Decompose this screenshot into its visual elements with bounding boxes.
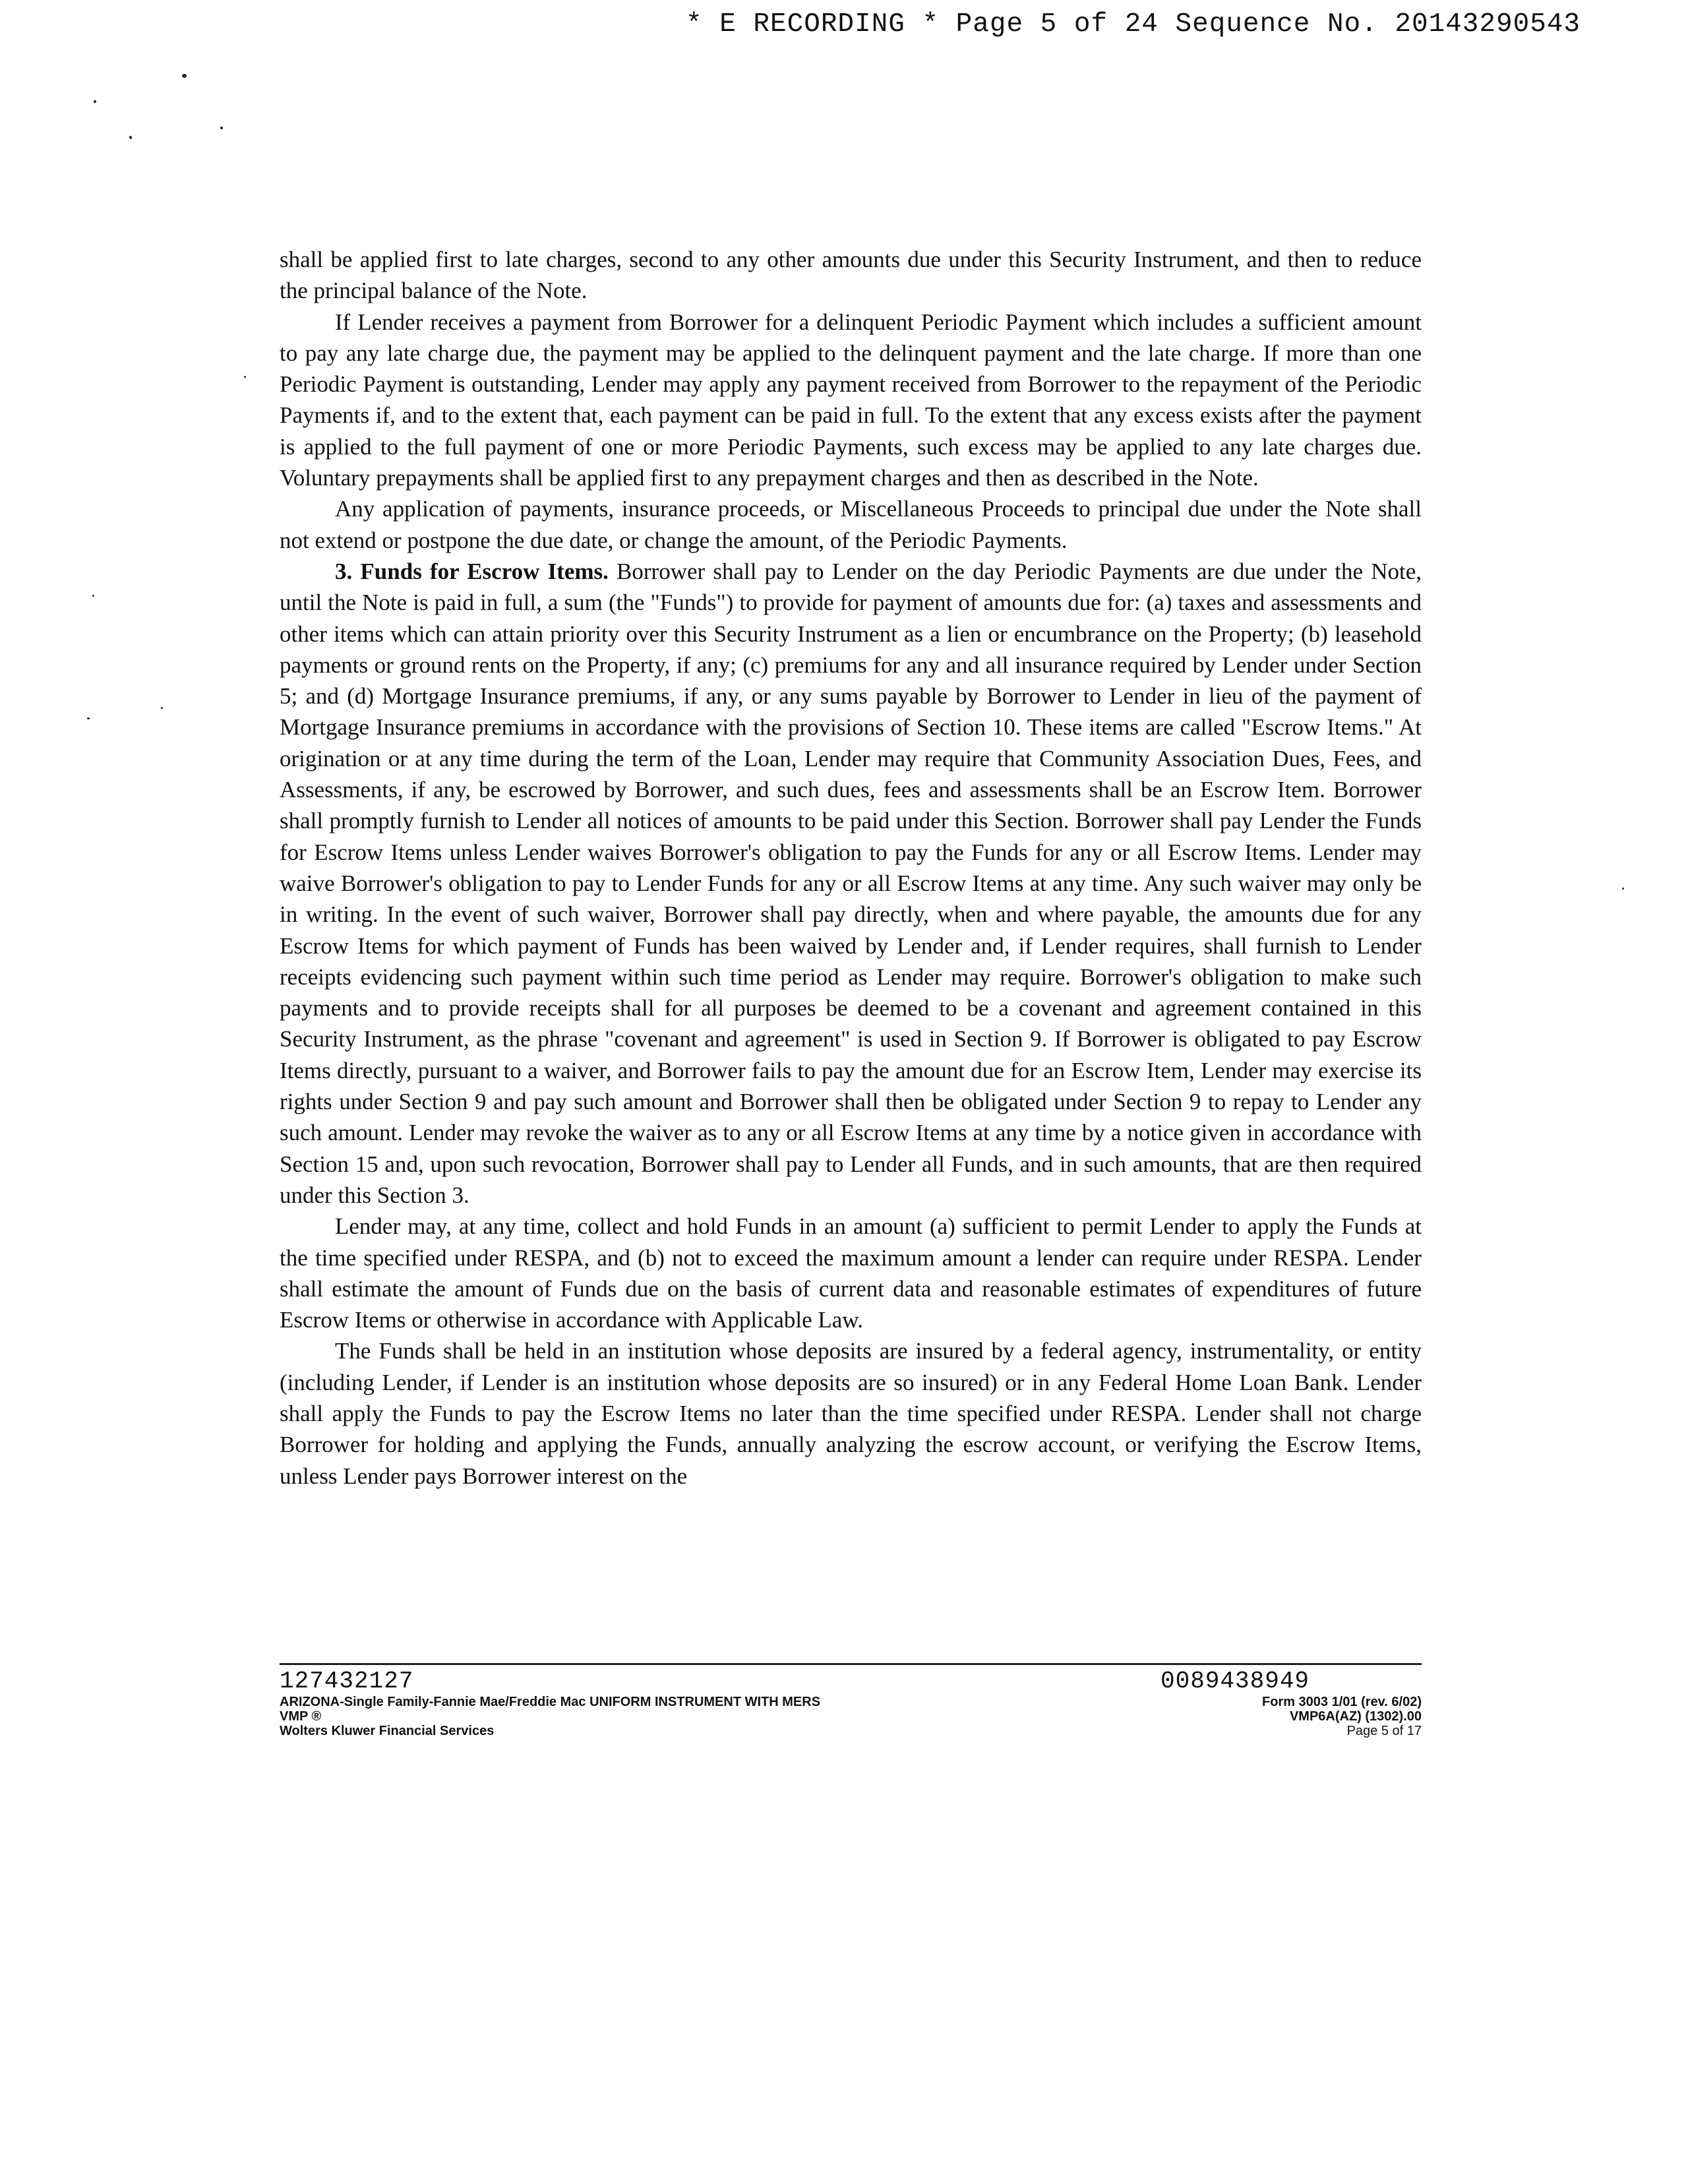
scan-speck bbox=[94, 100, 96, 103]
footer-left bbox=[280, 1668, 1005, 1738]
scan-speck bbox=[87, 717, 90, 719]
paragraph bbox=[280, 244, 1422, 307]
scan-speck bbox=[1622, 888, 1624, 890]
paragraph-text: Lender may, at any time, collect and hold Funds in an amount (a) sufficient to permit Lender to apply the Funds at the time specified under RESPA, and (b) not to exceed the maximum amount a lender can require under RESPA. Lender shall estimate the amount of Funds due on the basis of current data and reasonable estimates of expenditures of future Escrow Items or otherwise in accordance with Applicable Law. bbox=[280, 1213, 1422, 1333]
footer-right bbox=[1029, 1668, 1422, 1738]
page-number: Page 5 of 17 bbox=[1346, 1724, 1422, 1738]
loan-number: 127432127 bbox=[280, 1668, 414, 1695]
scan-speck bbox=[92, 595, 94, 597]
recording-header: * E RECORDING * Page 5 of 24 Sequence No. 20143290543 bbox=[686, 9, 1581, 40]
section-title: 3. Funds for Escrow Items. bbox=[335, 558, 609, 584]
document-number: 0089438949 bbox=[1160, 1668, 1310, 1695]
paragraph-text: If Lender receives a payment from Borrower for a delinquent Periodic Payment which includes a sufficient amount to pay any late charge due, the payment may be applied to the delinquent payment and the late charge. If more than one Periodic Payment is outstanding, Lender may apply any payment received from Borrower to the repayment of the Periodic Payments if, and to the extent that, each payment can be paid in full. To the extent that any excess exists after the payment is applied to the full payment of one or more Periodic Payments, such excess may be applied to any late charges due. Voluntary prepayments shall be applied first to any prepayment charges and then as described in the Note. bbox=[280, 309, 1422, 491]
paragraph-text: The Funds shall be held in an institution whose deposits are insured by a federal agency, instrumentality, or entity (including Lender, if Lender is an institution whose deposits are so insured) or in any Federal Home Loan Bank. Lender shall apply the Funds to pay the Escrow Items no later than the time specified under RESPA. Lender shall not charge Borrower for holding and applying the Funds, annually analyzing the escrow account, or verifying the Escrow Items, unless Lender pays Borrower interest on the bbox=[280, 1338, 1422, 1489]
scan-speck bbox=[182, 74, 187, 78]
vmp-code: VMP6A(AZ) (1302).00 bbox=[1289, 1709, 1422, 1724]
form-number: Form 3003 1/01 (rev. 6/02) bbox=[1262, 1695, 1422, 1709]
paragraph bbox=[280, 493, 1422, 556]
form-title: ARIZONA-Single Family-Fannie Mae/Freddie Mac UNIFORM INSTRUMENT WITH MERS bbox=[280, 1695, 821, 1709]
scan-speck bbox=[161, 707, 163, 709]
paragraph-text: Borrower shall pay to Lender on the day Periodic Payments are due under the Note, until the Note is paid in full, a sum (the "Funds") to provide for payment of amounts due for: (a) taxes and assessments and other items which can attain priority over this Security Instrument as a lien or encumbrance on the Property; (b) leasehold payments or ground rents on the Property, if any; (c) premiums for any and all insurance required by Lender under Section 5; and (d) Mortgage Insurance premiums, if any, or any sums payable by Borrower to Lender in lieu of the payment of Mortgage Insurance premiums in accordance with the provisions of Section 10. These items are called "Escrow Items." At origination or at any time during the term of the Loan, Lender may require that Community Association Dues, Fees, and Assessments, if any, be escrowed by Borrower, and such dues, fees and assessments shall be an Escrow Item. Borrower shall promptly furnish to Lender all notices of amounts to be paid under this Section. Borrower shall pay Lender the Funds for Escrow Items unless Lender waives Borrower's obligation to pay the Funds for any or all Escrow Items. Lender may waive Borrower's obligation to pay to Lender Funds for any or all Escrow Items at any time. Any such waiver may only be in writing. In the event of such waiver, Borrower shall pay directly, when and where payable, the amounts due for any Escrow Items for which payment of Funds has been waived by Lender and, if Lender requires, shall furnish to Lender receipts evidencing such payment within such time period as Lender may require. Borrower's obligation to make such payments and to provide receipts shall for all purposes be deemed to be a covenant and agreement contained in this Security Instrument, as the phrase "covenant and agreement" is used in Section 9. If Borrower is obligated to pay Escrow Items directly, pursuant to a waiver, and Borrower fails to pay the amount due for an Escrow Item, Lender may exercise its rights under Section 9 and pay such amount and Borrower shall then be obligated under Section 9 to repay to Lender any such amount. Lender may revoke the waiver as to any or all Escrow Items at any time by a notice given in accordance with Section 15 and, upon such revocation, Borrower shall pay to Lender all Funds, and in such amounts, that are then required under this Section 3. bbox=[280, 558, 1422, 1208]
vmp-mark: VMP ® bbox=[280, 1709, 322, 1724]
paragraph bbox=[280, 1211, 1422, 1335]
publisher: Wolters Kluwer Financial Services bbox=[280, 1724, 495, 1738]
footer-divider bbox=[280, 1663, 1422, 1665]
document-body bbox=[280, 244, 1422, 1492]
paragraph bbox=[280, 1335, 1422, 1491]
paragraph bbox=[280, 307, 1422, 494]
scan-speck bbox=[244, 376, 246, 378]
paragraph-text: Any application of payments, insurance proceeds, or Miscellaneous Proceeds to principal due under the Note shall not extend or postpone the due date, or change the amount, of the Periodic Payments. bbox=[280, 496, 1422, 553]
scan-speck bbox=[129, 136, 132, 139]
scan-speck bbox=[220, 127, 223, 129]
section-3-paragraph bbox=[280, 556, 1422, 1211]
paragraph-text: shall be applied first to late charges, second to any other amounts due under this Security Instrument, and then to reduce the principal balance of the Note. bbox=[280, 247, 1422, 304]
